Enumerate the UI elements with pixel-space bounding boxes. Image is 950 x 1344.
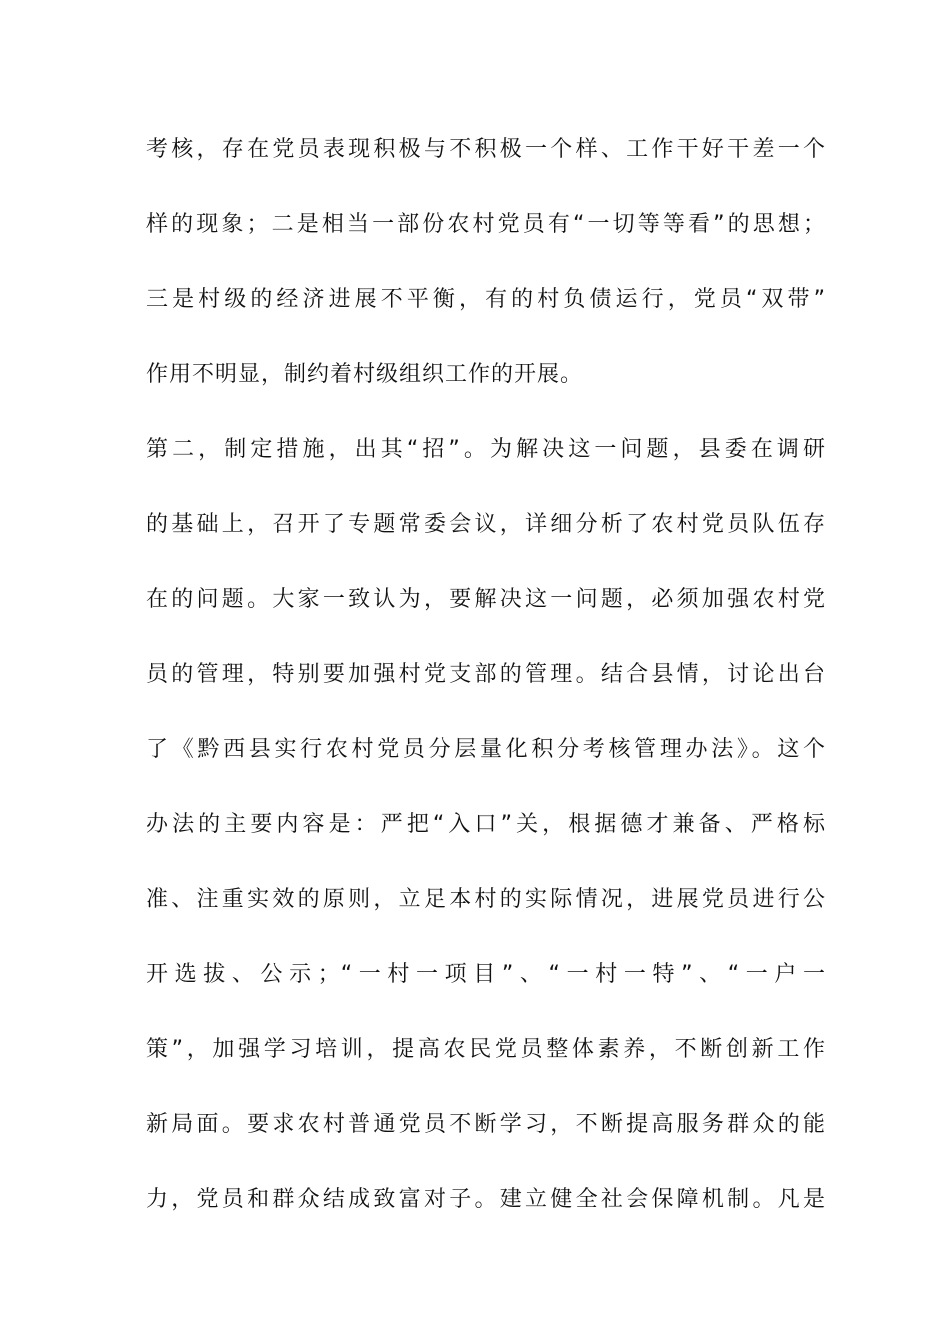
text-line: 开选拔、公示；“一村一项目”、“一村一特”、“一户一 xyxy=(146,962,826,987)
text-line: 办法的主要内容是：严把“入口”关，根据德才兼备、严格标 xyxy=(146,812,826,837)
text-line: 力，党员和群众结成致富对子。建立健全社会保障机制。凡是 xyxy=(146,1187,826,1212)
text-line: 的基础上，召开了专题常委会议，详细分析了农村党员队伍存 xyxy=(146,512,826,537)
text-line: 第二，制定措施，出其“招”。为解决这一问题，县委在调研 xyxy=(146,437,826,462)
text-line: 策”，加强学习培训，提高农民党员整体素养，不断创新工作 xyxy=(146,1037,826,1062)
text-line: 作用不明显，制约着村级组织工作的开展。 xyxy=(146,362,584,387)
text-line: 员的管理，特别要加强村党支部的管理。结合县情，讨论出台 xyxy=(146,662,826,687)
text-line: 了《黔西县实行农村党员分层量化积分考核管理办法》。这个 xyxy=(146,737,826,762)
text-line: 在的问题。大家一致认为，要解决这一问题，必须加强农村党 xyxy=(146,587,826,612)
text-line: 样的现象；二是相当一部份农村党员有“一切等等看”的思想； xyxy=(146,212,826,237)
text-line: 准、注重实效的原则，立足本村的实际情况，进展党员进行公 xyxy=(146,887,826,912)
text-line: 考核，存在党员表现积极与不积极一个样、工作干好干差一个 xyxy=(146,137,826,162)
text-line: 新局面。要求农村普通党员不断学习，不断提高服务群众的能 xyxy=(146,1112,826,1137)
text-line: 三是村级的经济进展不平衡，有的村负债运行，党员“双带” xyxy=(146,287,826,312)
document-body xyxy=(146,126,826,1251)
